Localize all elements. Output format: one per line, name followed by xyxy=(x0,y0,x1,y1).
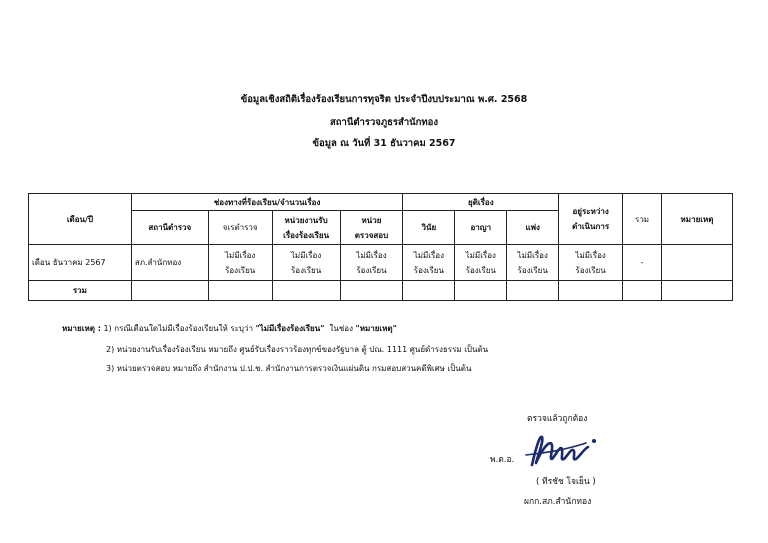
signer-name: ( ทีรชัช โจเย็น ) xyxy=(536,477,596,487)
col-remark-header: หมายเหตุ xyxy=(662,194,733,245)
total-row xyxy=(29,281,733,301)
row-receiving-cell: ไม่มีเรื่อง ร้องเรียน xyxy=(272,245,340,281)
signer-position: ผกก.สภ.สำนักทอง xyxy=(524,497,592,507)
row-police-cell: ไม่มีเรื่อง ร้องเรียน xyxy=(208,245,272,281)
row-discipline-cell: ไม่มีเรื่อง ร้องเรียน xyxy=(403,245,455,281)
note-1: หมายเหตุ : 1) กรณีเดือนใดไม่มีเรื่องร้องเรียนให้ ระบุว่า "ไม่มีเรื่องร้องเรียน" ในช่อง "หมายเหตุ" xyxy=(62,324,397,333)
signer-rank: พ.ต.อ. xyxy=(490,455,515,465)
row-civil-cell: ไม่มีเรื่อง ร้องเรียน xyxy=(507,245,559,281)
verified-label: ตรวจแล้วถูกต้อง xyxy=(527,414,588,424)
col-receiving-header: หน่วยงานรับ เรื่องร้องเรียน xyxy=(272,211,340,245)
col-audit-header: หน่วย ตรวจสอบ xyxy=(340,211,403,245)
col-police-header: จเรตำรวจ xyxy=(208,211,272,245)
row-criminal-cell: ไม่มีเรื่อง ร้องเรียน xyxy=(455,245,507,281)
channels-group-header: ช่องทางที่ร้องเรียน/จำนวนเรื่อง xyxy=(131,194,403,211)
col-civil-header: แพ่ง xyxy=(507,211,559,245)
note-2: 2) หน่วยงานรับเรื่องร้องเรียน หมายถึง ศูนย์รับเรื่องราวร้องทุกข์ของรัฐบาล ตู้ ปณ. 1111 ศูนย์ดำรงธรรม เป็นต้น xyxy=(106,345,489,354)
total-row-label: รวม xyxy=(29,281,132,301)
handwritten-signature xyxy=(522,425,600,471)
statistics-table xyxy=(28,193,733,301)
row-month: เดือน ธันวาคม 2567 xyxy=(29,245,132,281)
as-of-date: ข้อมูล ณ วันที่ 31 ธันวาคม 2567 xyxy=(312,138,456,149)
col-discipline-header: วินัย xyxy=(403,211,455,245)
row-pending-cell: ไม่มีเรื่อง ร้องเรียน xyxy=(559,245,623,281)
row-audit-cell: ไม่มีเรื่อง ร้องเรียน xyxy=(340,245,403,281)
station-name: สถานีตำรวจภูธรสำนักทอง xyxy=(329,117,439,128)
col-pending-header: อยู่ระหว่าง ดำเนินการ xyxy=(559,194,623,245)
row-station: สภ.สำนักทอง xyxy=(131,245,208,281)
col-station-header: สถานีตำรวจ xyxy=(131,211,208,245)
document-title: ข้อมูลเชิงสถิติเรื่องร้องเรียนการทุจริต ประจำปีงบประมาณ พ.ศ. 2568 xyxy=(240,94,528,105)
col-criminal-header: อาญา xyxy=(455,211,507,245)
table-row xyxy=(29,245,733,281)
row-remark-cell xyxy=(662,245,733,281)
col-total-header: รวม xyxy=(623,194,662,245)
col-month-header: เดือน/ปี xyxy=(29,194,132,245)
row-total-cell: - xyxy=(623,245,662,281)
note-3: 3) หน่วยตรวจสอบ หมายถึง สำนักงาน ป.ป.ช. สำนักงานการตรวจเงินแผ่นดิน กรมสอบสวนคดีพิเศษ เป็นต้น xyxy=(106,364,472,373)
closed-group-header: ยุติเรื่อง xyxy=(403,194,559,211)
